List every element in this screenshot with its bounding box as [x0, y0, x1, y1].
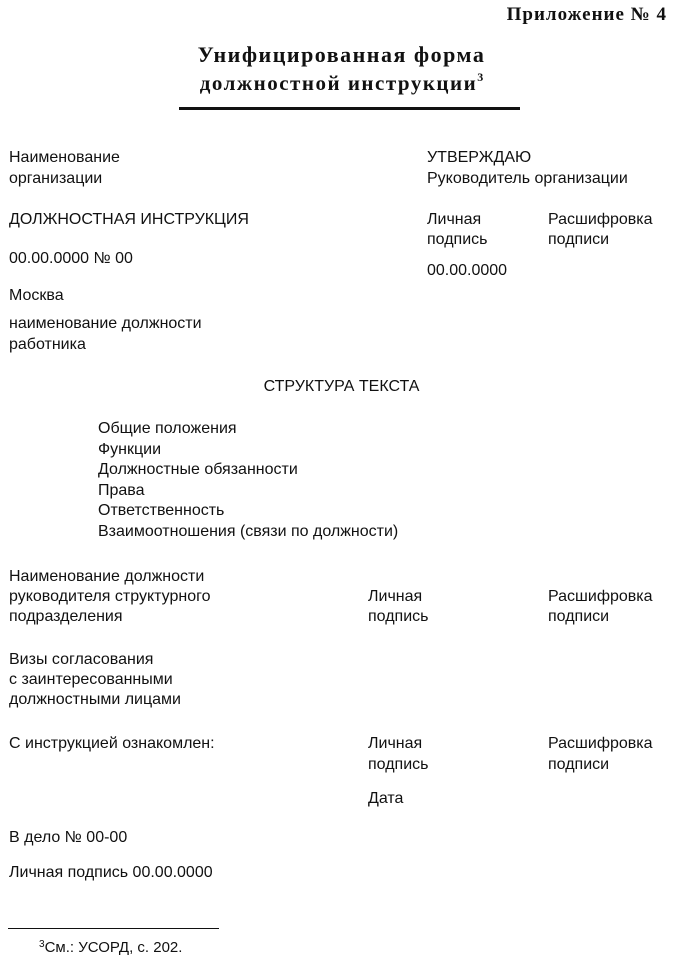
- list-item: Взаимоотношения (связи по должности): [98, 522, 399, 540]
- acquainted-signature-decode-line2: подписи: [548, 756, 610, 773]
- title-underline: [179, 107, 520, 110]
- structure-heading: СТРУКТУРА ТЕКСТА: [263, 378, 420, 395]
- manager-personal-signature-line1: Личная: [368, 588, 423, 605]
- footnote-divider: [8, 928, 219, 929]
- date-label: Дата: [368, 790, 404, 807]
- list-item: Должностные обязанности: [98, 461, 298, 478]
- acquainted-personal-signature-line2: подпись: [368, 756, 429, 773]
- manager-personal-signature-line2: подпись: [368, 608, 429, 625]
- personal-signature-label-line2: подпись: [427, 231, 488, 248]
- form-title-line2: [0, 70, 683, 96]
- acquainted-personal-signature-line1: Личная: [368, 735, 423, 752]
- filing-case: В дело № 00-00: [9, 829, 128, 846]
- signature-decode-label-line2: подписи: [548, 231, 610, 248]
- list-item: Функции: [98, 440, 162, 458]
- filing-signature-date: Личная подпись 00.00.0000: [9, 864, 213, 881]
- visas-line2: с заинтересованными: [9, 671, 173, 688]
- personal-signature-label-line1: Личная: [427, 211, 482, 228]
- manager-signature-decode-line2: подписи: [548, 608, 610, 625]
- approve-date: 00.00.0000: [427, 262, 508, 279]
- position-name-line2: работника: [9, 336, 86, 353]
- signature-decode-label-line1: Расшифровка: [548, 211, 653, 228]
- doc-type-label: ДОЛЖНОСТНАЯ ИНСТРУКЦИЯ: [9, 211, 249, 228]
- footnote-mark: 3: [39, 939, 45, 950]
- acquainted-signature-decode-line1: Расшифровка: [548, 735, 653, 752]
- manager-signature-decode-line1: Расшифровка: [548, 588, 653, 605]
- form-title-text: должностной инструкции: [199, 71, 478, 95]
- visas-line1: Визы согласования: [9, 651, 154, 668]
- doc-date-number: 00.00.0000 № 00: [9, 250, 133, 267]
- form-title-line1: Унифицированная форма: [197, 42, 486, 67]
- manager-position-line1: Наименование должности: [9, 568, 205, 585]
- acquainted-label: С инструкцией ознакомлен:: [9, 735, 215, 752]
- title-footnote-mark: 3: [477, 70, 484, 84]
- footnote: [39, 939, 182, 956]
- list-item: Ответственность: [98, 502, 225, 519]
- approve-label: УТВЕРЖДАЮ: [427, 149, 532, 166]
- position-name-line1: наименование должности: [9, 315, 202, 332]
- org-name-label-line1: Наименование: [9, 149, 120, 166]
- visas-line3: должностными лицами: [9, 691, 181, 708]
- org-name-label-line2: организации: [9, 170, 103, 187]
- list-item: Права: [98, 481, 145, 499]
- city-label: Москва: [9, 287, 64, 304]
- manager-position-line3: подразделения: [9, 608, 123, 625]
- structure-list: [98, 419, 398, 542]
- list-item: Общие положения: [98, 420, 237, 437]
- manager-position-line2: руководителя структурного: [9, 588, 211, 605]
- footnote-text: См.: УСОРД, с. 202.: [44, 939, 183, 956]
- appendix-label: Приложение № 4: [506, 4, 667, 25]
- head-of-org-label: Руководитель организации: [427, 170, 628, 187]
